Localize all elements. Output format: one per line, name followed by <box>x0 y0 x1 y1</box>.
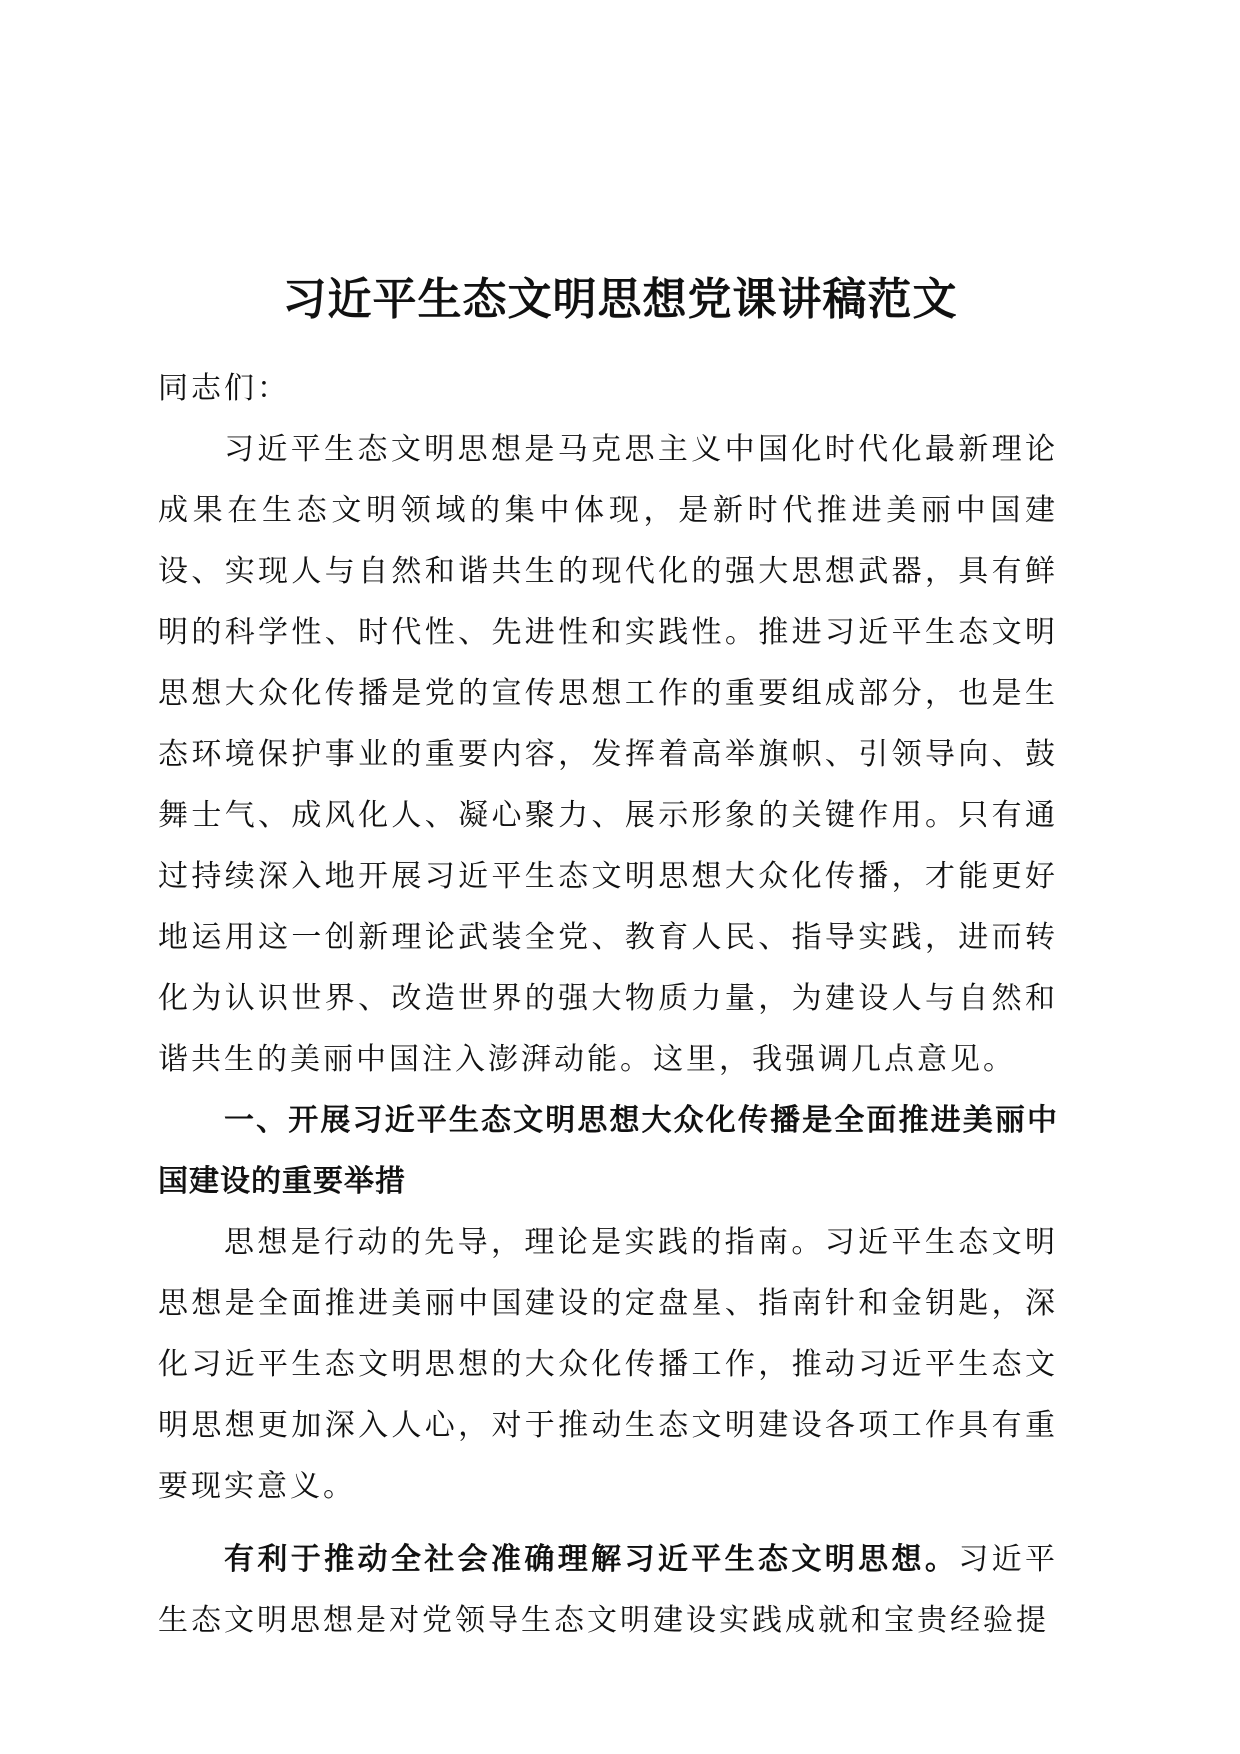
point-1-lead: 有利于推动全社会准确理解习近平生态文明思想。 <box>224 1542 959 1577</box>
intro-paragraph: 习近平生态文明思想是马克思主义中国化时代化最新理论成果在生态文明领域的集中体现，是新时代推进美丽中国建设、实现人与自然和谐共生的现代化的强大思想武器，具有鲜明的科学性、时代性、先进性和实践性。推进习近平生态文明思想大众化传播是党的宣传思想工作的重要组成部分，也是生态环境保护事业的重要内容，发挥着高举旗帜、引领导向、鼓舞士气、成风化人、凝心聚力、展示形象的关键作用。只有通过持续深入地开展习近平生态文明思想大众化传播，才能更好地运用这一创新理论武装全党、教育人民、指导实践，进而转化为认识世界、改造世界的强大物质力量，为建设人与自然和谐共生的美丽中国注入澎湃动能。这里，我强调几点意见。 <box>158 432 1058 1077</box>
document-title: 习近平生态文明思想党课讲稿范文 <box>282 274 958 325</box>
point-1-text: 习近平生态文明思想是对党领导生态文明建设实践成就和宝贵经验提 <box>158 1542 1058 1638</box>
point-1-paragraph <box>158 1529 1058 1651</box>
section-1-paragraph: 思想是行动的先导，理论是实践的指南。习近平生态文明思想是全面推进美丽中国建设的定盘星、指南针和金钥匙，深化习近平生态文明思想的大众化传播工作，推动习近平生态文明思想更加深入人心，对于推动生态文明建设各项工作具有重要现实意义。 <box>158 1225 1058 1504</box>
document-body <box>158 358 1058 1651</box>
salutation: 同志们： <box>158 371 290 406</box>
section-heading-1: 一、开展习近平生态文明思想大众化传播是全面推进美丽中国建设的重要举措 <box>158 1103 1058 1199</box>
